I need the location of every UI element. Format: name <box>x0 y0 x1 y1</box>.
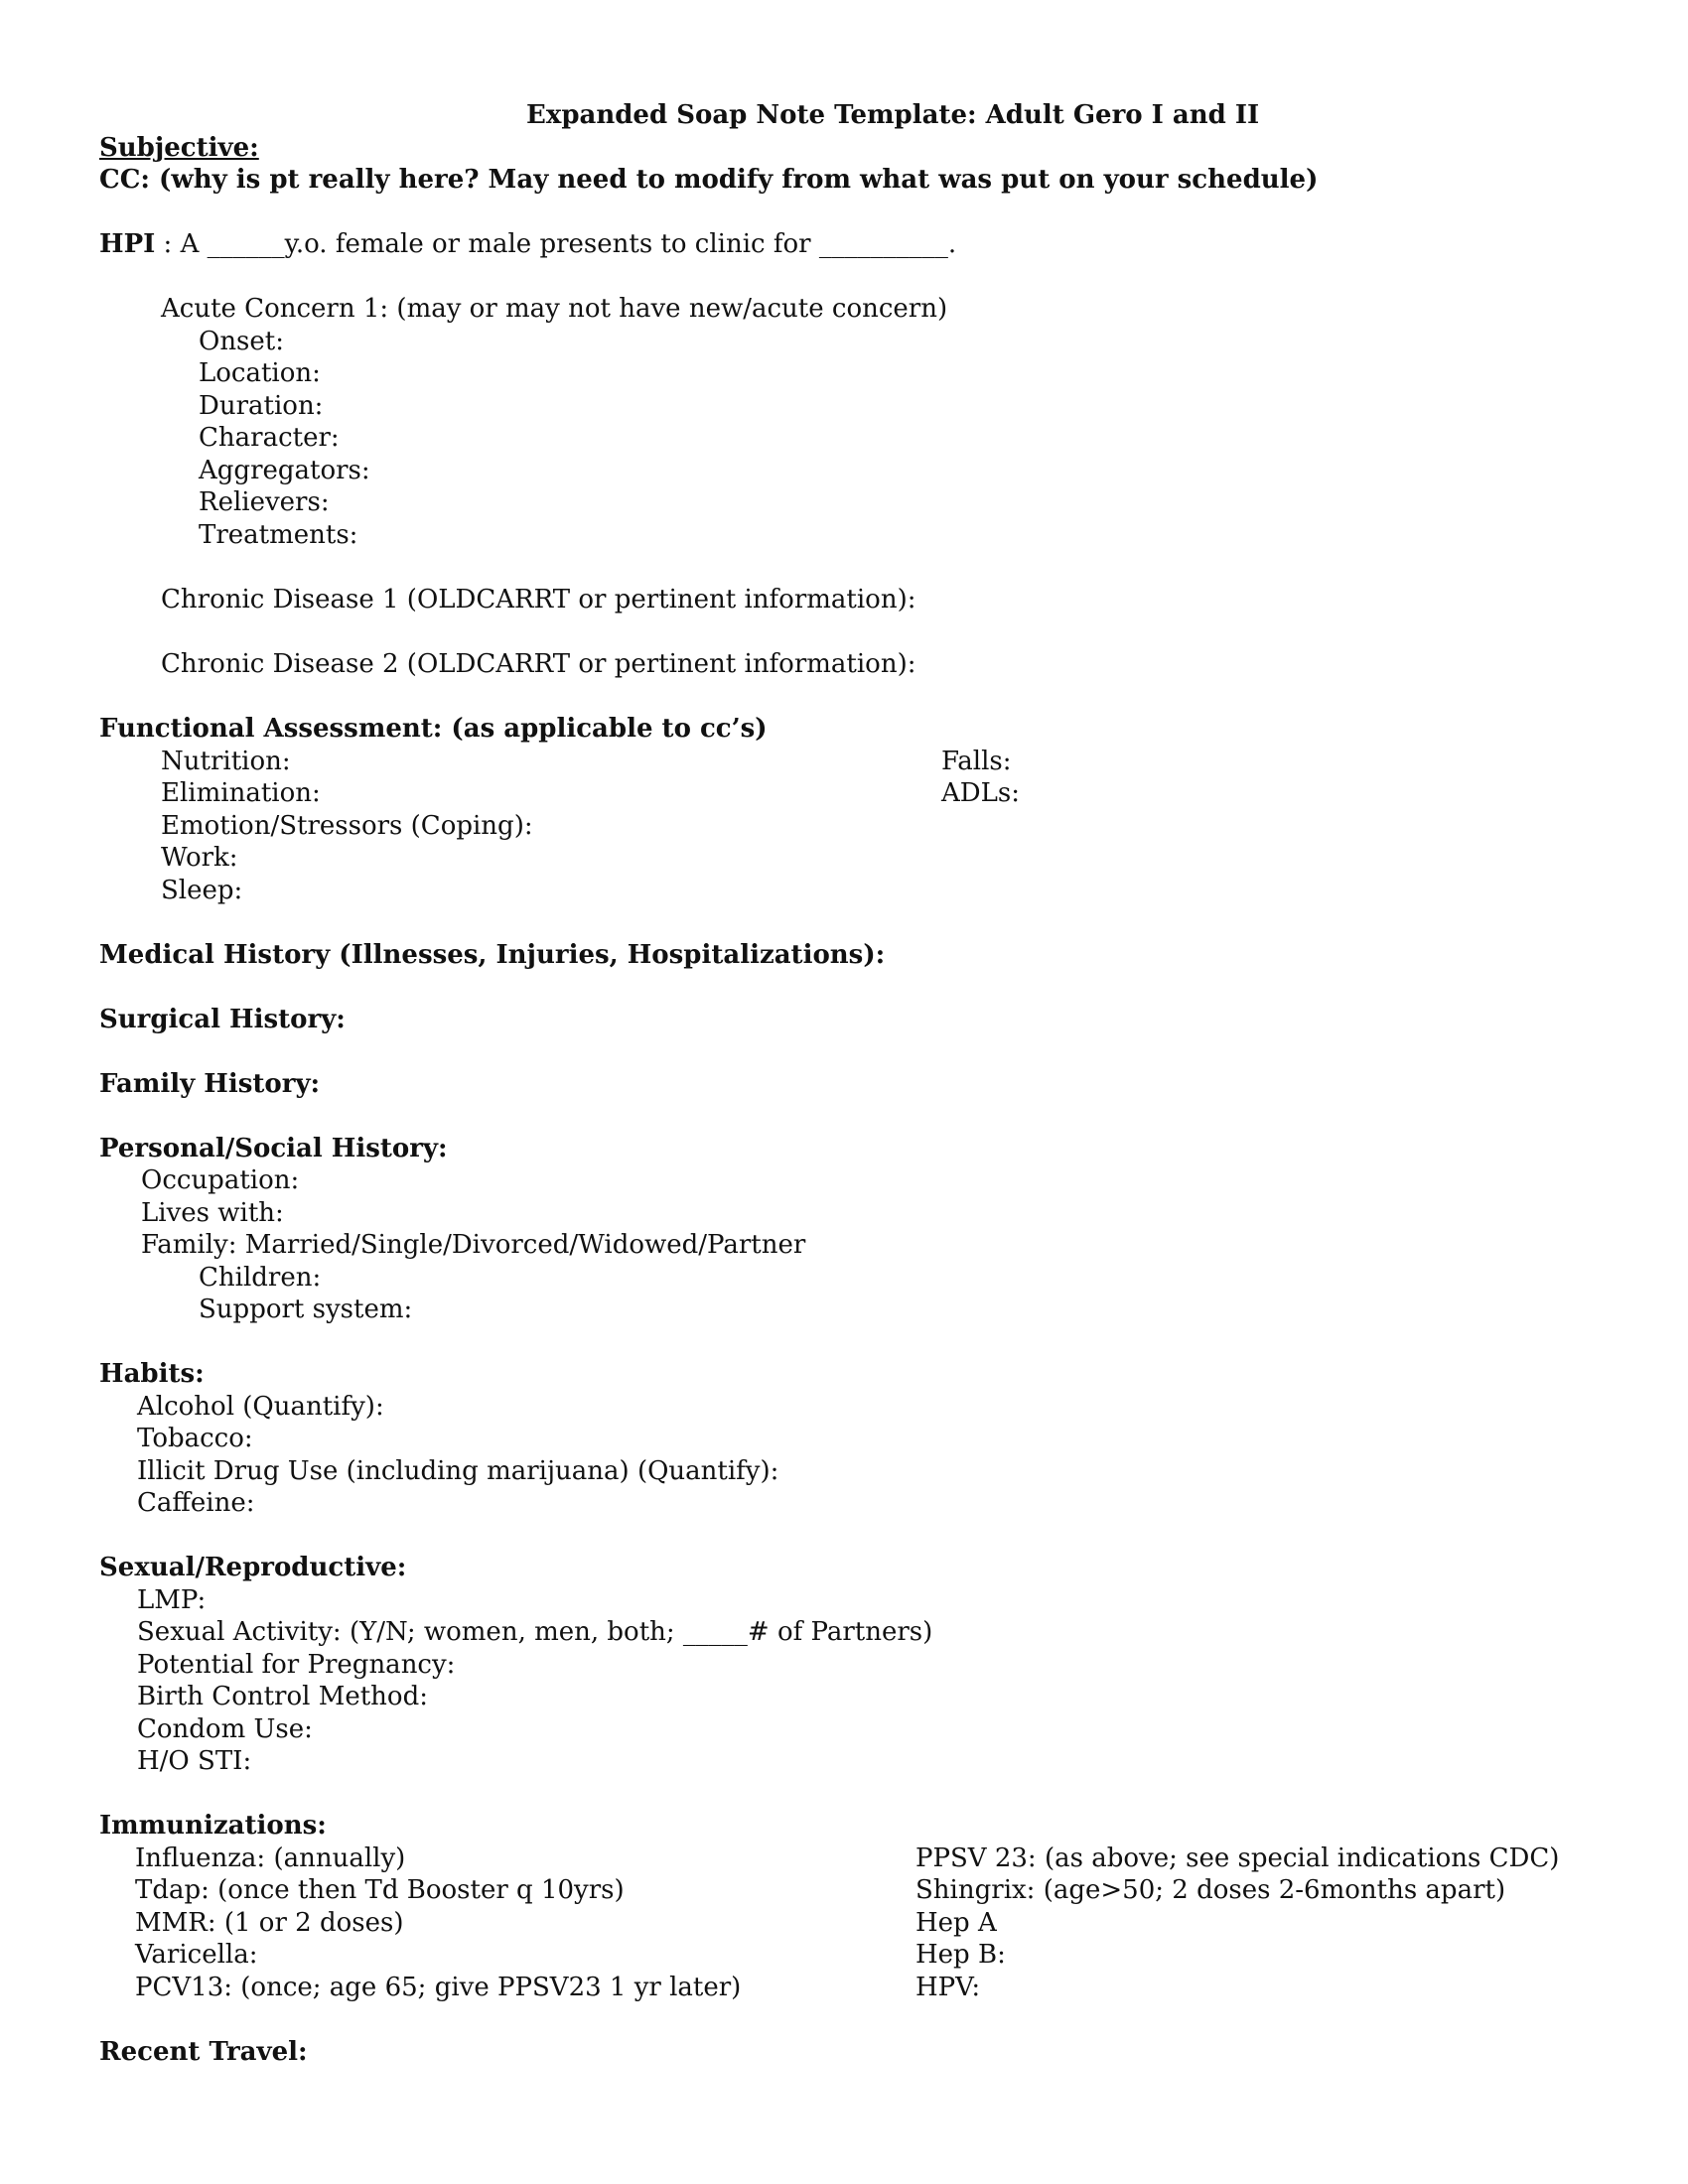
sexual-pregnancy: Potential for Pregnancy: <box>137 1650 456 1680</box>
imm-mmr: MMR: (1 or 2 doses) <box>135 1908 404 1938</box>
sexual-activity: Sexual Activity: (Y/N; women, men, both; _____# of Partners) <box>137 1617 933 1647</box>
functional-nutrition: Nutrition: <box>161 747 291 776</box>
functional-falls: Falls: <box>941 747 1012 776</box>
personal-occupation: Occupation: <box>141 1165 300 1195</box>
hpi-label: HPI <box>99 229 156 259</box>
imm-shingrix: Shingrix: (age>50; 2 doses 2-6months apart) <box>915 1875 1506 1905</box>
chronic-disease-1: Chronic Disease 1 (OLDCARRT or pertinent information): <box>161 585 916 614</box>
chief-complaint: CC: (why is pt really here? May need to modify from what was put on your schedule) <box>99 165 1319 195</box>
acute-onset: Onset: <box>199 327 284 356</box>
sexual-birth-control: Birth Control Method: <box>137 1682 428 1711</box>
acute-concern-heading: Acute Concern 1: (may or may not have new/acute concern) <box>161 294 948 324</box>
personal-family: Family: Married/Single/Divorced/Widowed/Partner <box>141 1230 806 1260</box>
functional-sleep: Sleep: <box>161 876 243 905</box>
acute-location: Location: <box>199 358 321 388</box>
imm-varicella: Varicella: <box>135 1940 258 1970</box>
personal-lives-with: Lives with: <box>141 1198 284 1228</box>
imm-pcv13: PCV13: (once; age 65; give PPSV23 1 yr later) <box>135 1973 742 2002</box>
acute-relievers: Relievers: <box>199 487 330 517</box>
recent-travel-heading: Recent Travel: <box>99 2037 308 2067</box>
chronic-disease-2: Chronic Disease 2 (OLDCARRT or pertinent information): <box>161 649 916 679</box>
functional-work: Work: <box>161 843 238 873</box>
acute-character: Character: <box>199 423 340 453</box>
acute-duration: Duration: <box>199 391 324 421</box>
hpi-line <box>99 228 956 260</box>
habits-illicit-drug: Illicit Drug Use (including marijuana) (Quantify): <box>137 1456 779 1486</box>
sexual-ho-sti: H/O STI: <box>137 1746 252 1776</box>
habits-alcohol: Alcohol (Quantify): <box>137 1392 384 1422</box>
hpi-text: : A ______y.o. female or male presents to clinic for __________. <box>155 229 957 259</box>
imm-ppsv23: PPSV 23: (as above; see special indications CDC) <box>915 1843 1560 1873</box>
surgical-history-heading: Surgical History: <box>99 1005 346 1034</box>
acute-aggregators: Aggregators: <box>199 456 370 485</box>
sexual-heading: Sexual/Reproductive: <box>99 1553 407 1582</box>
imm-tdap: Tdap: (once then Td Booster q 10yrs) <box>135 1875 625 1905</box>
acute-treatments: Treatments: <box>199 520 358 550</box>
functional-elimination: Elimination: <box>161 778 321 808</box>
imm-hep-b: Hep B: <box>915 1940 1006 1970</box>
immunizations-heading: Immunizations: <box>99 1811 327 1841</box>
habits-tobacco: Tobacco: <box>137 1424 253 1453</box>
imm-influenza: Influenza: (annually) <box>135 1843 406 1873</box>
sexual-condom-use: Condom Use: <box>137 1714 313 1744</box>
personal-social-heading: Personal/Social History: <box>99 1134 448 1163</box>
imm-hep-a: Hep A <box>915 1908 997 1938</box>
sexual-lmp: LMP: <box>137 1585 207 1615</box>
family-history-heading: Family History: <box>99 1069 321 1099</box>
functional-adls: ADLs: <box>941 778 1020 808</box>
habits-caffeine: Caffeine: <box>137 1488 255 1518</box>
functional-emotion: Emotion/Stressors (Coping): <box>161 811 533 841</box>
personal-support-system: Support system: <box>199 1295 413 1324</box>
document-title: Expanded Soap Note Template: Adult Gero I and II <box>526 100 1260 130</box>
functional-heading: Functional Assessment: (as applicable to cc’s) <box>99 714 768 744</box>
habits-heading: Habits: <box>99 1359 205 1389</box>
imm-hpv: HPV: <box>915 1973 981 2002</box>
subjective-heading: Subjective: <box>99 133 259 163</box>
medical-history-heading: Medical History (Illnesses, Injuries, Hospitalizations): <box>99 940 886 970</box>
personal-children: Children: <box>199 1263 322 1293</box>
